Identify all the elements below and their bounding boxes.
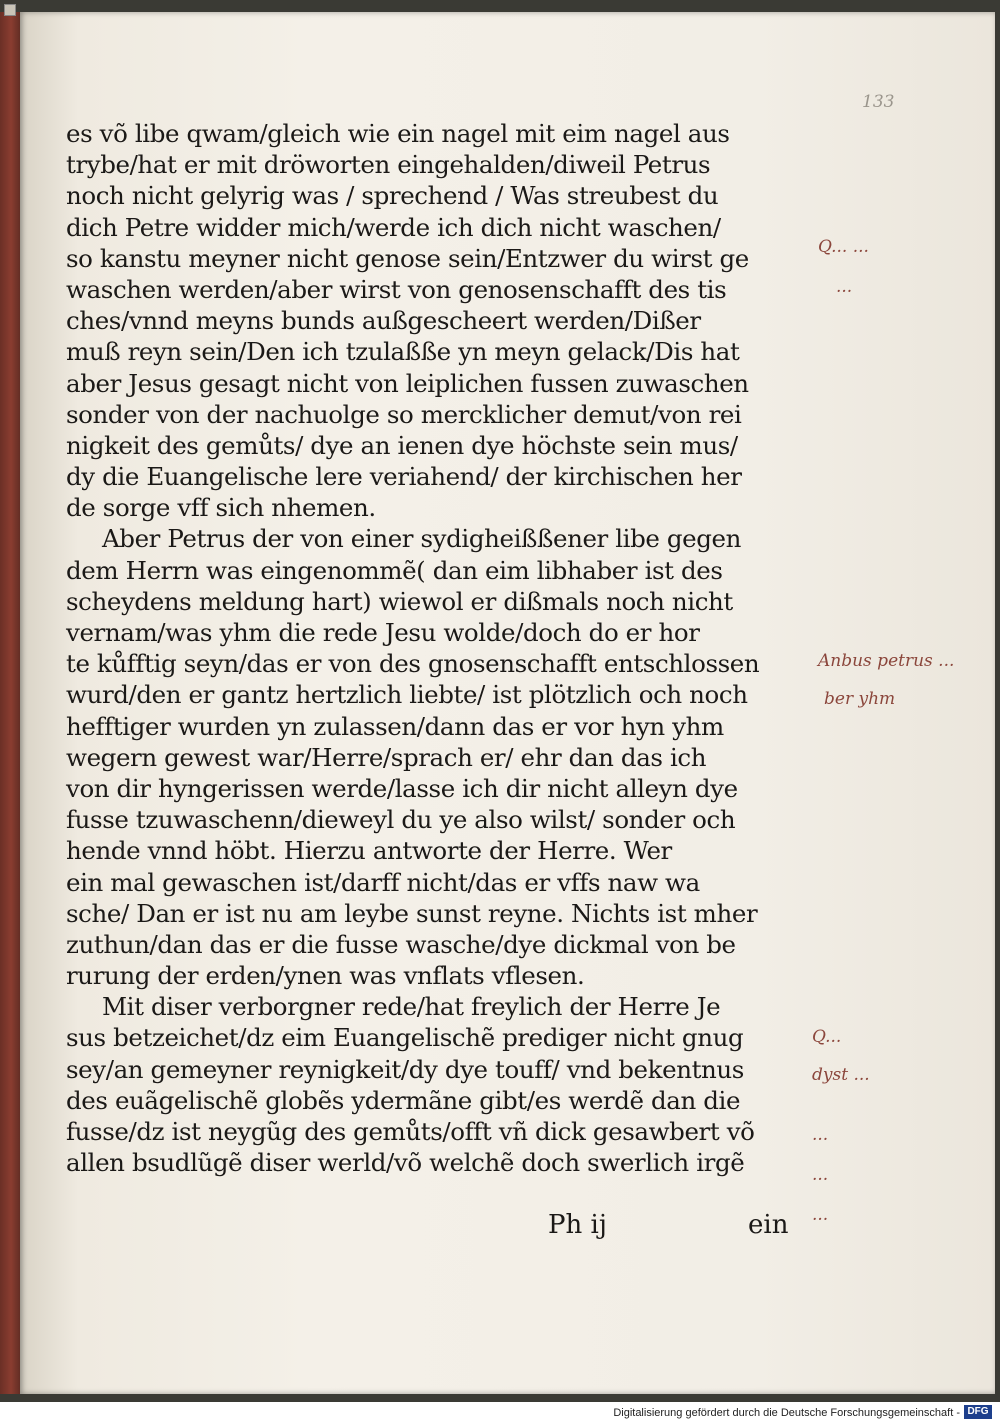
marginal-note-6: dyst ... <box>812 1065 870 1085</box>
marginal-note-7: ... <box>812 1125 829 1145</box>
text-line: rurung der erden/ynen was vnflats vflesen. <box>66 961 585 991</box>
text-line: vernam/was yhm die rede Jesu wolde/doch do er hor <box>66 618 700 647</box>
text-line: dem Herrn was eingenommẽ( dan eim libhaber ist des <box>66 555 723 585</box>
text-line: hende vnnd höbt. Hierzu antworte der Herre. Wer <box>66 836 672 866</box>
marginal-note-1: Q... ... <box>818 237 869 257</box>
catchword: ein <box>748 1210 789 1240</box>
text-line: Aber Petrus der von einer sydigheißßener libe gegen <box>102 524 742 554</box>
text-line: waschen werden/aber wirst von genosenschafft des tis <box>66 274 727 304</box>
text-line: scheydens meldung hart) wiewol er dißmals noch nicht <box>66 586 733 616</box>
marginal-note-5: Q... <box>812 1027 842 1047</box>
marginal-note-8: ... <box>812 1165 829 1185</box>
text-line: de sorge vff sich nhemen. <box>66 493 376 523</box>
text-line: ches/vnnd meyns bunds außgescheert werden/Dißer <box>66 306 701 336</box>
text-line: allen bsudlũgẽ diser werld/võ welchẽ doch swerlich irgẽ <box>66 1148 745 1178</box>
dfg-logo: DFG <box>964 1405 992 1419</box>
text-line: des euãgelischẽ globẽs ydermãne gibt/es werdẽ dan die <box>66 1085 741 1115</box>
text-line: dy die Euangelische lere veriahend/ der kirchischen her <box>66 462 742 492</box>
marginal-note-4: ber yhm <box>824 689 896 709</box>
text-line: trybe/hat er mit dröworten eingehalden/diweil Petrus <box>66 150 711 180</box>
text-line: noch nicht gelyrig was / sprechend / Was streubest du <box>66 181 719 211</box>
text-line: sus betzeichet/dz eim Euangelischẽ prediger nicht gnug <box>66 1023 744 1053</box>
scan-corner-marker <box>4 4 16 16</box>
text-line: sey/an gemeyner reynigkeit/dy dye touff/ vnd bekentnus <box>66 1054 744 1084</box>
signature-mark: Ph ij <box>548 1210 607 1240</box>
text-line: es võ libe qwam/gleich wie ein nagel mit eim nagel aus <box>66 119 730 148</box>
text-line: sche/ Dan er ist nu am leybe sunst reyne. Nichts ist mher <box>66 898 758 928</box>
text-line: wegern gewest war/Herre/sprach er/ ehr dan das ich <box>66 742 707 772</box>
text-line: zuthun/dan das er die fusse wasche/dye dickmal von be <box>66 929 736 959</box>
book-binding <box>0 12 22 1394</box>
text-line: so kanstu meyner nicht genose sein/Entzwer du wirst ge <box>66 243 749 273</box>
funding-credit: Digitalisierung gefördert durch die Deutsche Forschungsgemeinschaft - <box>613 1407 960 1419</box>
main-text-block <box>66 118 806 1178</box>
text-line: aber Jesus gesagt nicht von leiplichen fussen zuwaschen <box>66 368 749 398</box>
marginal-note-9: ... <box>812 1205 829 1225</box>
folio-number: 133 <box>862 92 895 112</box>
text-line: te kůfftig seyn/das er von des gnosenschafft entschlossen <box>66 649 760 679</box>
text-line: nigkeit des gemůts/ dye an ienen dye höchste sein mus/ <box>66 430 738 460</box>
text-line: von dir hyngerissen werde/lasse ich dir nicht alleyn dye <box>66 773 738 803</box>
text-line: dich Petre widder mich/werde ich dich nicht waschen/ <box>66 212 721 242</box>
text-line: Mit diser verborgner rede/hat freylich der Herre Je <box>102 992 721 1022</box>
marginal-note-2: ... <box>836 277 853 297</box>
text-line: hefftiger wurden yn zulassen/dann das er vor hyn yhm <box>66 711 724 741</box>
text-line: wurd/den er gantz hertzlich liebte/ ist plötzlich och noch <box>66 680 748 710</box>
text-line: ein mal gewaschen ist/darff nicht/das er vffs naw wa <box>66 867 700 897</box>
text-line: fusse tzuwaschenn/dieweyl du ye also wilst/ sonder och <box>66 805 736 835</box>
marginal-note-3: Anbus petrus ... <box>818 651 955 671</box>
text-line: fusse/dz ist neygũg des gemůts/offt vñ dick gesawbert võ <box>66 1117 755 1146</box>
text-line: sonder von der nachuolge so mercklicher demut/von rei <box>66 399 742 429</box>
text-line: muß reyn sein/Den ich tzulaßße yn meyn gelack/Dis hat <box>66 337 740 367</box>
